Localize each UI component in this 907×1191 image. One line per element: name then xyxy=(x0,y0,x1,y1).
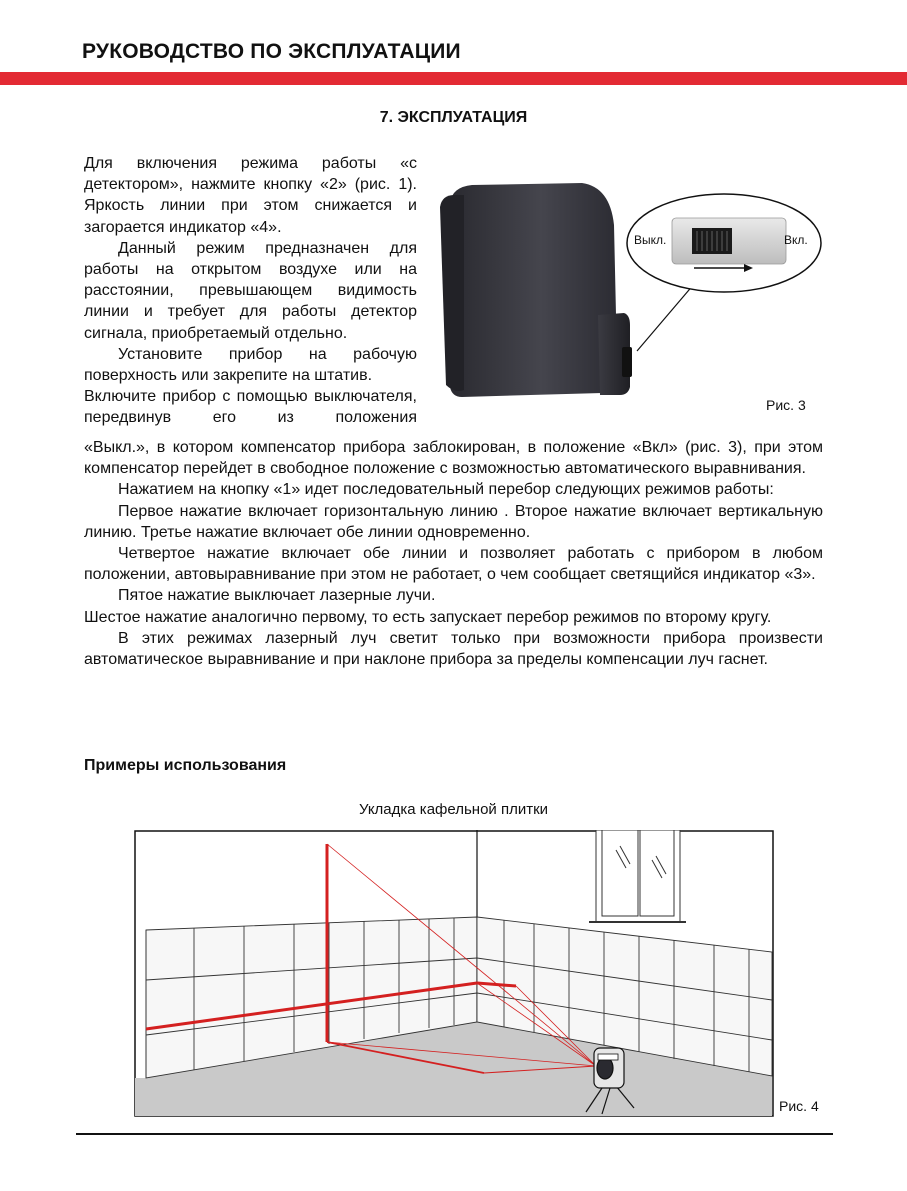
switch-slider-ridges xyxy=(697,231,727,251)
paragraph: Первое нажатие включает горизонтальную линию . Второе нажатие включает вертикальную линию. Третье нажатие включает обе линии одновременно. xyxy=(84,502,823,541)
paragraph: Четвертое нажатие включает обе линии и позволяет работать с прибором в любом положении, автовыравнивание при этом не работает, о чем сообщает светящийся индикатор «3». xyxy=(84,545,823,584)
header-accent-bar xyxy=(0,72,907,85)
paragraph: Установите прибор на рабочую поверхность или закрепите на штатив. xyxy=(84,345,417,385)
figure-3-caption: Рис. 3 xyxy=(766,397,806,413)
paragraph: Пятое нажатие выключает лазерные лучи. xyxy=(118,587,436,605)
figure-4-title: Укладка кафельной плитки xyxy=(358,801,549,818)
footer-rule xyxy=(76,1133,833,1135)
figure-4-tiling-illustration xyxy=(134,830,774,1117)
paragraph: Включите прибор с помощью выключателя, передвинув его из положения xyxy=(84,388,417,427)
paragraph: В этих режимах лазерный луч светит только при возможности прибора произвести автоматическое выравнивание и при наклоне прибора за пределы компенсации луч гаснет. xyxy=(84,629,823,669)
figure-4-caption: Рис. 4 xyxy=(779,1098,819,1114)
text-column-left xyxy=(84,153,417,429)
section-title: 7. ЭКСПЛУАТАЦИЯ xyxy=(379,109,528,126)
paragraph: Данный режим предназначен для работы на открытом воздухе или на расстоянии, превышающем видимость линии и требует для работы детектор сигнала, приобретаемый отдельно. xyxy=(84,239,417,342)
switch-label-off: Выкл. xyxy=(634,233,667,247)
examples-heading: Примеры использования xyxy=(84,757,287,774)
device-left-face xyxy=(440,195,464,391)
page-header-title: РУКОВОДСТВО ПО ЭКСПЛУАТАЦИИ xyxy=(82,40,461,63)
paragraph: Шестое нажатие аналогично первому, то есть запускает перебор режимов по второму кругу. xyxy=(84,608,772,626)
figure-3-device-illustration xyxy=(432,165,832,405)
paragraph: «Выкл.», в котором компенсатор прибора заблокирован, в положение «Вкл» (рис. 3), при этом компенсатор перейдет в свободное положение с возможностью автоматического выравнивания. xyxy=(84,439,823,478)
device-switch xyxy=(622,347,632,377)
device-body xyxy=(450,183,616,397)
window xyxy=(589,830,686,922)
paragraph: Нажатием на кнопку «1» идет последовательный перебор следующих режимов работы: xyxy=(118,481,774,499)
paragraph: Для включения режима работы «с детектором», нажмите кнопку «2» (рис. 1). Яркость линии при этом снижается и загорается индикатор «4». xyxy=(84,155,417,236)
text-column-full xyxy=(84,437,823,670)
switch-label-on: Вкл. xyxy=(784,233,808,247)
